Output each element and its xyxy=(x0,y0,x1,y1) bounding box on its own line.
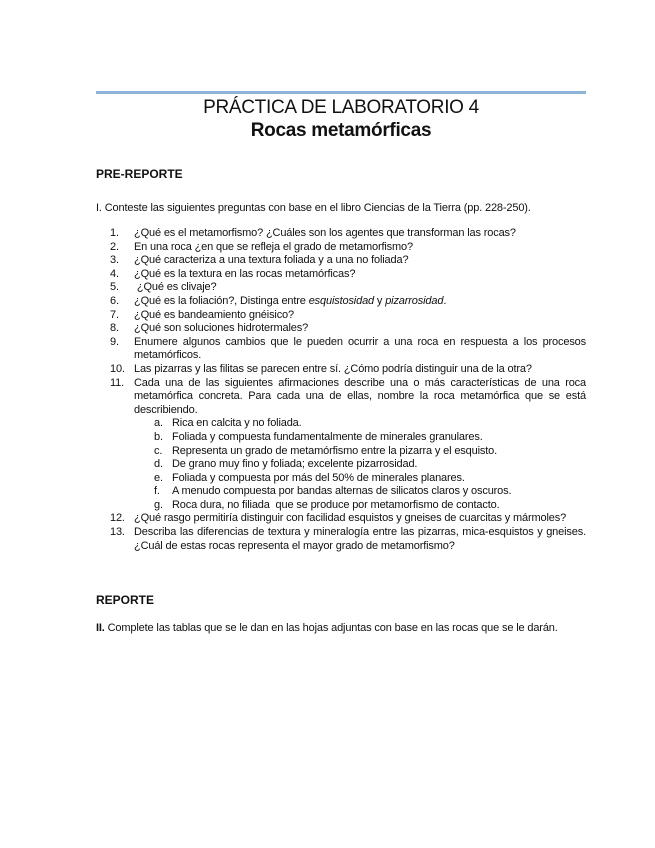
term-pizarrosidad: pizarrosidad xyxy=(385,294,444,307)
page-subtitle: Rocas metamórficas xyxy=(250,120,432,141)
sub-item-letter: d. xyxy=(154,458,163,471)
question-item xyxy=(96,241,586,255)
header-rule xyxy=(96,91,586,94)
question-text: Cada una de las siguientes afirmaciones describe una o más características de una roca metamórfica concreta. Para cada una de ellas, nombre la roca metamórfica que se está describiendo. xyxy=(134,376,586,416)
question-number: 7. xyxy=(110,308,119,321)
question-text: ¿Qué rasgo permitiría distinguir con facilidad esquistos y gneises de cuarcitas y mármoles? xyxy=(134,512,567,525)
report-prefix: II. xyxy=(96,622,105,634)
question-item xyxy=(96,268,586,282)
page-title: PRÁCTICA DE LABORATORIO 4 xyxy=(203,97,479,118)
sub-item xyxy=(134,445,586,459)
sub-item-list xyxy=(134,417,586,512)
question-text: ¿Qué caracteriza a una textura foliada y a una no foliada? xyxy=(134,254,409,267)
sub-item xyxy=(134,499,586,513)
question-item xyxy=(96,295,586,309)
sub-item-text: Foliada y compuesta por más del 50% de minerales planares. xyxy=(172,471,465,484)
question-item xyxy=(96,254,586,268)
question-text: En una roca ¿en que se refleja el grado de metamorfismo? xyxy=(134,240,413,253)
question-text-end: . xyxy=(443,294,447,307)
question-number: 10. xyxy=(110,362,125,375)
sub-item-letter: g. xyxy=(154,498,163,511)
sub-item xyxy=(134,485,586,499)
sub-item-text: Foliada y compuesta fundamentalmente de minerales granulares. xyxy=(172,430,483,443)
question-number: 12. xyxy=(110,512,125,525)
pre-report-heading: PRE-REPORTE xyxy=(96,167,183,181)
question-list xyxy=(96,227,586,553)
sub-item xyxy=(134,472,586,486)
question-text: ¿Qué es la foliación?, Distinga entre xyxy=(134,294,309,307)
sub-item-letter: a. xyxy=(154,417,163,430)
sub-item-text: A menudo compuesta por bandas alternas de silicatos claros y oscuros. xyxy=(172,485,512,498)
question-number: 8. xyxy=(110,322,119,335)
question-number: 11. xyxy=(110,376,125,389)
question-item xyxy=(96,512,586,526)
question-text: ¿Qué es la textura en las rocas metamórficas? xyxy=(134,267,356,280)
question-text: Las pizarras y las filitas se parecen entre sí. ¿Cómo podría distinguir una de la otra? xyxy=(134,362,532,375)
report-heading: REPORTE xyxy=(96,593,155,607)
question-text-joiner: y xyxy=(374,294,386,307)
question-number: 3. xyxy=(110,254,119,267)
question-text: ¿Qué es clivaje? xyxy=(134,281,217,294)
report-body: Complete las tablas que se le dan en las hojas adjuntas con base en las rocas que se le darán. xyxy=(104,622,558,634)
question-number: 1. xyxy=(110,227,119,239)
sub-item-text: Rica en calcita y no foliada. xyxy=(172,417,302,430)
question-item xyxy=(96,281,586,295)
sub-item-text: Representa un grado de metamórfismo entre la pizarra y el esquisto. xyxy=(172,444,498,457)
question-item xyxy=(96,363,586,377)
sub-item xyxy=(134,417,586,431)
question-text: ¿Qué es el metamorfismo? ¿Cuáles son los agentes que transforman las rocas? xyxy=(134,227,516,239)
pre-report-intro: I. Conteste las siguientes preguntas con base en el libro Ciencias de la Tierra (pp. 228-250). xyxy=(96,202,531,214)
question-number: 6. xyxy=(110,294,119,307)
question-item xyxy=(96,336,586,363)
question-item xyxy=(96,322,586,336)
question-number: 2. xyxy=(110,240,119,253)
question-number: 13. xyxy=(110,526,125,539)
question-item xyxy=(96,526,586,553)
question-item xyxy=(96,227,586,241)
question-text: Enumere algunos cambios que le pueden ocurrir a una roca en respuesta a los procesos metamórficos. xyxy=(134,335,586,362)
sub-item-text: De grano muy fino y foliada; excelente pizarrosidad. xyxy=(172,458,418,471)
sub-item-letter: e. xyxy=(154,471,163,484)
sub-item xyxy=(134,431,586,445)
question-number: 4. xyxy=(110,267,119,280)
question-text: ¿Qué son soluciones hidrotermales? xyxy=(134,322,309,335)
term-esquistosidad: esquistosidad xyxy=(308,294,375,307)
question-item xyxy=(96,309,586,323)
sub-item-text: Roca dura, no filiada que se produce por metamorfismo de contacto. xyxy=(172,498,500,511)
question-text: ¿Qué es bandeamiento gnéisico? xyxy=(134,308,294,321)
sub-item-letter: f. xyxy=(154,485,160,498)
question-number: 5. xyxy=(110,281,119,294)
sub-item-letter: b. xyxy=(154,430,163,443)
question-text: Describa las diferencias de textura y mineralogía entre las pizarras, mica-esquistos y gneises. ¿Cuál de estas rocas representa el mayor grado de metamorfismo? xyxy=(134,526,586,552)
sub-item-letter: c. xyxy=(154,444,163,457)
question-number: 9. xyxy=(110,335,119,348)
question-item xyxy=(96,377,586,513)
sub-item xyxy=(134,458,586,472)
report-text xyxy=(96,621,586,635)
